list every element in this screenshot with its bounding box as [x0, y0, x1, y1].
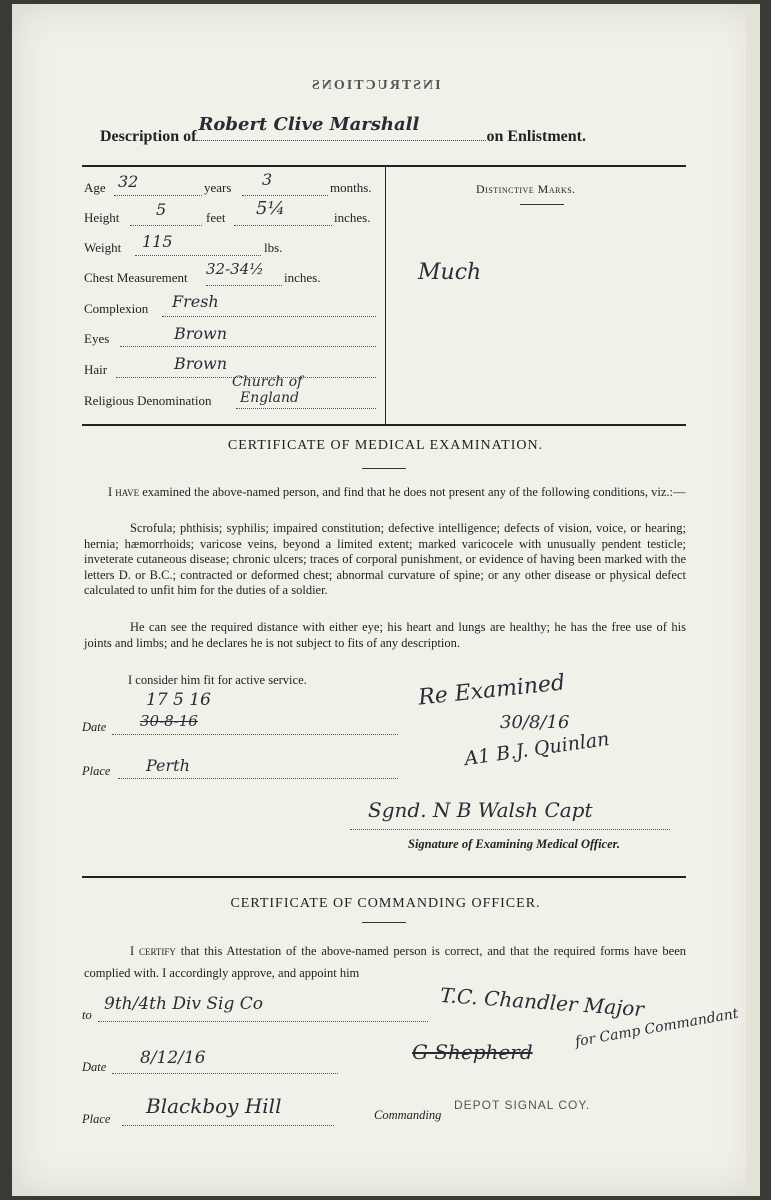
age-years-value: 32 [118, 172, 139, 191]
inches-label: inches. [334, 210, 371, 225]
months-label: months. [330, 180, 372, 195]
medical-top-rule [82, 424, 686, 426]
feet-label: feet [206, 210, 226, 225]
medical-heading: CERTIFICATE OF MEDICAL EXAMINATION. [227, 438, 544, 453]
commanding-place-value: Blackboy Hill [146, 1094, 282, 1118]
religion-value-line2: England [240, 390, 300, 406]
chest-inches-label: inches. [284, 270, 321, 285]
chest-value: 32-34½ [206, 260, 264, 278]
medical-date-value-struck: 30-8-16 [140, 712, 198, 730]
distinctive-marks-label: Distinctive Marks. [476, 182, 576, 196]
medical-date-line [112, 733, 398, 735]
for-camp-commandant: for Camp Commandant [573, 1005, 740, 1051]
height-inches-line [234, 224, 332, 226]
eyes-label: Eyes [84, 331, 110, 346]
medical-para1-text: examined the above-named person, and find that he does not present any of the following conditions, viz.:— [142, 485, 686, 499]
hair-label: Hair [84, 362, 108, 377]
medical-place-label: Place [82, 764, 111, 778]
paper-edge [746, 4, 760, 1196]
commanding-top-rule [82, 876, 686, 878]
commanding-date-label: Date [82, 1060, 107, 1074]
medical-place-line [118, 777, 398, 779]
height-feet-value: 5 [156, 200, 167, 219]
chest-measurement-label: Chest Measurement [84, 270, 188, 285]
commanding-para-lead: I certify [130, 944, 176, 958]
commanding-paragraph [84, 940, 686, 984]
description-of-label: Description of [100, 128, 197, 145]
commanding-place-line [122, 1124, 334, 1126]
medical-officer-signature: Sgnd. N B Walsh Capt [368, 798, 593, 822]
medical-heading-rule [362, 468, 406, 469]
commanding-date-value: 8/12/16 [140, 1048, 206, 1068]
medical-paragraph-2: Scrofula; phthisis; syphilis; impaired constitution; defective intelligence; defects of vision, voice, or hearing; hernia; hæmorrhoids; varicose veins, beyond a limited extent; marked varicocele with unusually pendent testicle; inveterate cutaneous disease; chronic ulcers; traces of corporal punishment, or evidence of having been marked with the letters D. or B.C.; contracted or deformed chest; abnormal curvature of spine; or any other disease or physical defect calculated to unfit him for the duties of a soldier. [84, 521, 686, 597]
weight-label: Weight [84, 240, 122, 255]
on-enlistment-label: on Enlistment. [486, 128, 587, 145]
name-line [196, 114, 486, 141]
height-label: Height [84, 210, 120, 225]
to-value: 9th/4th Div Sig Co [104, 994, 264, 1014]
height-inches-value: 5¼ [256, 198, 285, 219]
to-line [98, 1020, 428, 1022]
hair-value: Brown [174, 354, 228, 373]
distinctive-marks-rule [520, 204, 564, 205]
weight-line [135, 254, 261, 256]
medical-signature-line [350, 828, 670, 830]
commanding-para-text: that this Attestation of the above-named person is correct, and that the required forms have been complied with. I accordingly approve, and appoint him [84, 944, 687, 980]
commanding-heading: CERTIFICATE OF COMMANDING OFFICER. [230, 896, 541, 911]
eyes-value: Brown [174, 324, 228, 343]
medical-date-label: Date [82, 720, 107, 734]
weight-value: 115 [142, 232, 173, 251]
medical-paragraph-1 [84, 485, 686, 501]
chest-line [206, 284, 282, 286]
consider-fit-text: I consider him fit for active service. [128, 673, 307, 687]
lbs-label: lbs. [264, 240, 283, 255]
eyes-line [120, 345, 376, 347]
medical-paragraph-3: He can see the required distance with either eye; his heart and lungs are healthy; he has the free use of his joints and limbs; and he declares he is not subject to fits of any description. [84, 620, 686, 650]
enlistee-name: Robert Clive Marshall [198, 114, 420, 135]
complexion-label: Complexion [84, 301, 149, 316]
commanding-date-line [112, 1072, 338, 1074]
distinctive-marks-value: Much [418, 260, 482, 285]
medical-place-value: Perth [146, 756, 190, 775]
years-label: years [204, 180, 232, 195]
re-examined-date: 30/8/16 [500, 712, 570, 733]
re-examined-signature: A1 B.J. Quinlan [463, 727, 611, 771]
chandler-signature: T.C. Chandler Major [439, 982, 645, 1022]
religion-line [236, 407, 376, 409]
age-label: Age [84, 180, 106, 195]
struck-signature: G Shepherd [412, 1040, 533, 1064]
signature-caption: Signature of Examining Medical Officer. [408, 837, 620, 851]
column-divider [385, 166, 386, 424]
age-months-value: 3 [262, 170, 273, 189]
complexion-line [162, 315, 376, 317]
to-label: to [82, 1008, 92, 1022]
height-feet-line [130, 224, 202, 226]
medical-para1-lead: I have [108, 485, 140, 499]
medical-date-value-top: 17 5 16 [146, 690, 211, 710]
bleed-through-text: INSTRUCTIONS [310, 78, 441, 93]
top-rule [82, 165, 686, 167]
re-examined-note: Re Examined [417, 670, 567, 711]
description-title [100, 114, 680, 146]
complexion-value: Fresh [172, 292, 219, 311]
age-months-line [242, 194, 328, 196]
age-years-line [114, 194, 202, 196]
commanding-place-label: Place [82, 1112, 111, 1126]
religion-value-line1: Church of [232, 374, 303, 390]
commanding-heading-rule [362, 922, 406, 923]
depot-signal-stamp: DEPOT SIGNAL COY. [454, 1098, 591, 1112]
religious-denomination-label: Religious Denomination [84, 393, 212, 408]
commanding-label: Commanding [374, 1108, 442, 1122]
